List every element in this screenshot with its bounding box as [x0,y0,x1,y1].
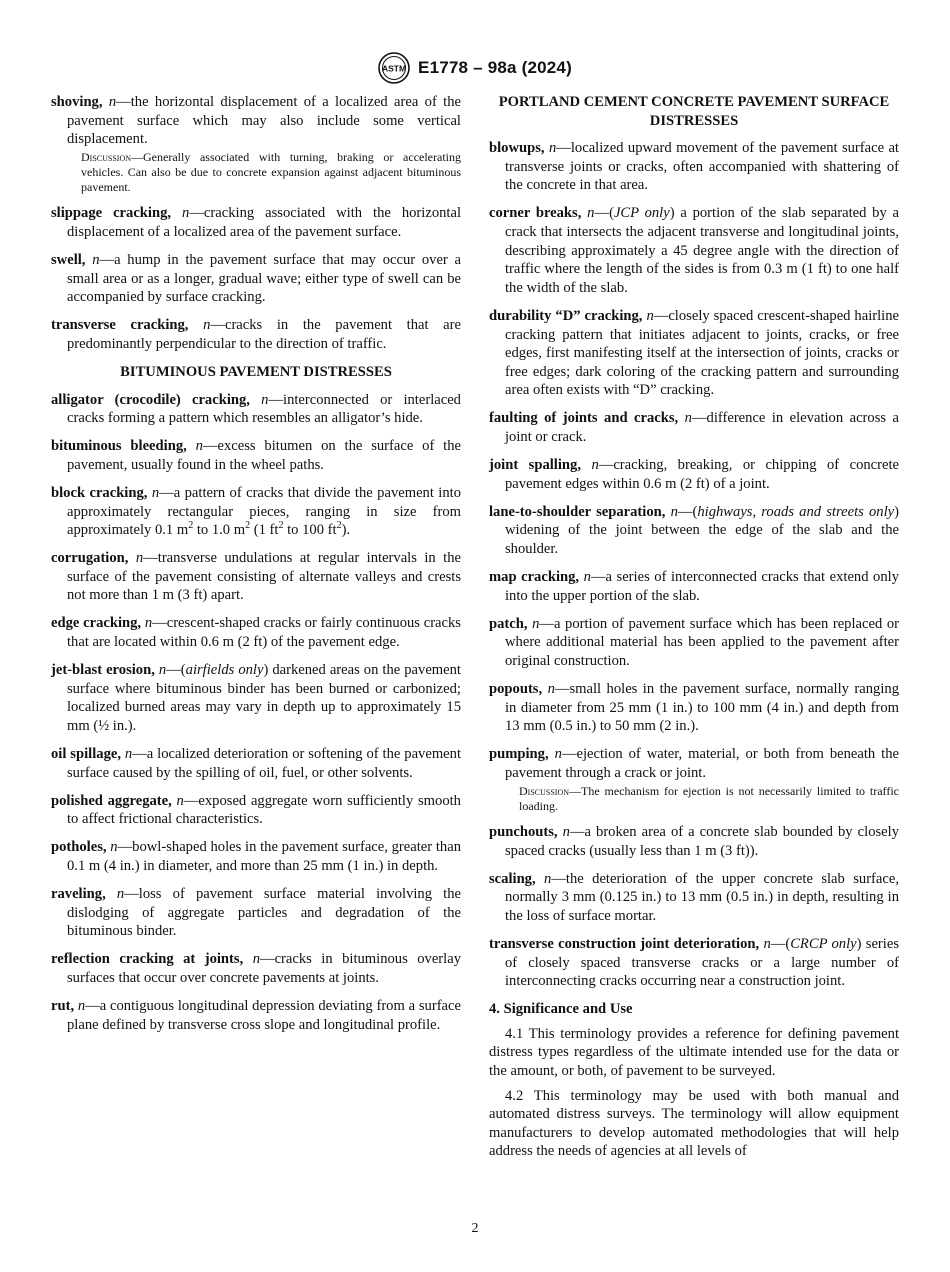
page-header [0,52,950,89]
qualifier: CRCP only [790,935,857,952]
part-of-speech: n [135,550,144,567]
part-of-speech: n [195,438,203,455]
part-of-speech: n [548,140,557,157]
term-entry-jet-blast-erosion [51,661,461,735]
term: bituminous bleeding, [51,438,187,455]
definition: ) widening of the joint between the edge of the slab and the shoulder. [505,503,899,557]
term-entry-map-cracking [489,568,899,605]
term: shoving, [51,94,103,110]
definition: ) series of closely spaced transverse cracks or a large number of interconnecting cracks occurring near a construction joint. [505,935,899,990]
part-of-speech: n [763,935,771,952]
part-of-speech: n [116,886,125,903]
definition: —small holes in the pavement surface, normally ranging in diameter from 25 mm (1 in.) to 100 mm (4 in.) and depth from 13 mm (0.5 in.) to 50 mm (2 in.). [505,681,899,735]
term: patch, [489,615,528,632]
term: potholes, [51,839,107,856]
paragraph-4-2: 4.2 This terminology may be used with both manual and automated distress surveys. The terminology will allow equipment manufacturers to develop automated methodologies that will help address the needs of agencies at all levels of [489,1087,899,1160]
part-of-speech: n [583,569,591,586]
part-of-speech: n [591,457,599,474]
definition: —localized upward movement of the pavement surface at transverse joints or cracks, often accompanied with shattering of the concrete in that area. [505,140,899,194]
definition: —a series of interconnected cracks that extend only into the upper portion of the slab. [505,569,900,604]
definition: —the deterioration of the upper concrete slab surface, normally 3 mm (0.125 in.) to 13 mm (0.5 in.) in depth, resulting in the loss of surface mortar. [505,870,899,924]
qualifier: airfields only [185,662,264,679]
definition: —interconnected or interlaced cracks forming a pattern which resembles an alligator’s hide. [67,391,461,427]
part-of-speech: n [77,998,86,1015]
term-entry-patch [489,615,899,671]
part-of-speech: n [547,681,555,698]
part-of-speech: n [182,205,190,222]
definition: —closely spaced crescent-shaped hairline cracking pattern that initiates adjacent to joints, cracks, or free edges, first manifesting itself at the intersection of joints, cracks or free edges; dark coloring of the cracking pattern and surrounding area often exists with “D” cracking. [505,307,900,399]
term: oil spillage, [51,746,121,763]
term-entry-oil-spillage [51,745,461,782]
term: durability “D” cracking, [489,307,643,324]
discussion-label: Discussion [519,783,570,798]
term: punchouts, [489,824,558,840]
term-entry-corner-breaks [489,204,899,297]
definition: —a pattern of cracks that divide the pavement into approximately rectangular pieces, ranging in size from approximately 0.1 m [67,484,462,539]
term-entry-blowups [489,139,899,195]
term-entry-durability-d-cracking [489,307,899,400]
term-entry-popouts [489,680,899,736]
discussion-note [51,150,461,195]
term: faulting of joints and cracks, [489,410,679,427]
term-entry-bituminous-bleeding [51,437,461,474]
superscript: 2 [278,520,284,532]
left-column [51,93,461,1044]
definition: ) darkened areas on the pavement surface where bituminous binder has been burned or carbonized; localized burned areas may vary in depth up to approximately 15 mm (½ in.). [67,662,461,734]
term-entry-rut [51,997,461,1034]
document-designation: E1778 – 98a (2024) [418,58,572,77]
term: transverse cracking, [51,317,189,334]
term-entry-shoving [51,93,461,195]
part-of-speech: n [110,839,118,856]
term: joint spalling, [489,457,581,474]
term: popouts, [489,681,543,698]
part-of-speech: n [587,205,595,222]
definition: —cracks in bituminous overlay surfaces that occur over concrete pavements at joints. [67,951,461,986]
definition: —cracking, breaking, or chipping of concrete pavement edges within 0.6 m (2 ft) of a joint. [505,457,900,492]
term-entry-corrugation [51,549,461,605]
superscript: 2 [336,520,342,532]
definition: —the horizontal displacement of a localized area of the pavement surface which may also include some vertical displacement. [67,94,461,148]
part-of-speech: n [203,317,211,334]
definition: —a contiguous longitudinal depression deviating from a surface plane defined by transverse cross slope and longitudinal profile. [67,998,461,1033]
part-of-speech: n [646,307,654,324]
term-entry-transverse-construction-joint [489,935,899,991]
term-entry-scaling [489,870,899,926]
part-of-speech: n [532,615,540,632]
part-of-speech: n [158,662,167,679]
part-of-speech: n [92,251,100,268]
section-heading-significance: 4. Significance and Use [489,1001,633,1018]
definition: —a portion of pavement surface which has been replaced or where additional material has been applied to the pavement after original construction. [505,615,899,669]
paragraph-4-1: 4.1 This terminology provides a reference for defining pavement distress types regardless of the ultimate intended use for the data or the amount, or both, of pavement to be surveyed. [489,1025,899,1080]
term-entry-pumping [489,745,899,813]
definition-dash: —( [770,935,791,952]
term: corner breaks, [489,205,582,222]
term-entry-swell [51,251,461,307]
part-of-speech: n [544,870,552,887]
definition: —loss of pavement surface material involving the dislodging of aggregate particles and degradation of the bituminous binder. [67,886,461,940]
term: slippage cracking, [51,205,172,222]
term: blowups, [489,140,545,157]
part-of-speech: n [108,94,117,110]
definition: (1 ft [250,522,279,539]
term: alligator (crocodile) cracking, [51,391,250,408]
definition: —cracking associated with the horizontal displacement of a localized area of the pavement surface. [67,205,461,240]
qualifier: highways, roads and streets only [697,503,895,520]
definition: ). [341,522,351,539]
definition: —ejection of water, material, or both from beneath the pavement through a crack or joint. [505,746,899,781]
term: corrugation, [51,550,129,567]
definition: —excess bitumen on the surface of the pavement, usually found in the wheel paths. [67,438,461,473]
definition: —a hump in the pavement surface that may occur over a small area or as a longer, gradual wave; either type of swell can be accompanied by surface cracking. [67,251,461,306]
term-entry-alligator-cracking [51,391,461,428]
part-of-speech: n [144,615,153,632]
term-entry-punchouts [489,823,899,860]
term: jet-blast erosion, [51,662,155,679]
term: block cracking, [51,484,148,501]
part-of-speech: n [670,503,678,520]
section-heading-pcc: PORTLAND CEMENT CONCRETE PAVEMENT SURFACE DISTRESSES [498,94,890,129]
term-entry-raveling [51,885,461,941]
part-of-speech: n [151,484,160,501]
term-entry-transverse-cracking [51,316,461,353]
definition-dash: —( [677,503,698,520]
part-of-speech: n [252,951,260,968]
definition: —transverse undulations at regular intervals in the surface of the pavement consisting of alternate valleys and crests not more than 1 m (3 ft) apart. [67,550,461,604]
term: map cracking, [489,569,580,586]
term: swell, [51,251,86,268]
astm-logo-icon [378,52,410,84]
term: polished aggregate, [51,792,172,809]
discussion-label: Discussion [81,149,132,164]
discussion-text: —The mechanism for ejection is not necessarily limited to traffic loading. [519,783,899,813]
term: raveling, [51,886,106,903]
term-entry-polished-aggregate [51,792,461,829]
qualifier: JCP only [613,205,670,222]
term-entry-joint-spalling [489,456,899,493]
definition-dash: —( [166,662,186,679]
definition: to 100 ft [283,522,337,539]
definition: ) a portion of the slab separated by a crack that intersects the adjacent transverse and longitudinal joints, describing approximately a 45 degree angle with the direction of traffic where the length of the sides is from 0.3 m (1 ft) to one half the width of the slab. [505,205,900,296]
term: rut, [51,998,75,1015]
part-of-speech: n [562,824,570,840]
page-number: 2 [471,1221,479,1236]
term-entry-lane-to-shoulder [489,503,899,559]
definition: —cracks in the pavement that are predominantly perpendicular to the direction of traffic. [67,317,461,352]
logo-text: ASTM [382,63,407,74]
term-entry-faulting [489,409,899,446]
term: scaling, [489,870,536,887]
part-of-speech: n [684,410,692,427]
part-of-speech: n [176,792,184,809]
definition: —exposed aggregate worn sufficiently smooth to affect frictional characteristics. [67,792,461,828]
term-entry-edge-cracking [51,614,461,651]
discussion-note [489,784,899,814]
term-entry-block-cracking [51,484,461,540]
term: reflection cracking at joints, [51,951,244,968]
superscript: 2 [188,520,194,532]
definition-dash: —( [594,205,614,222]
right-column [489,93,899,1167]
term: edge cracking, [51,615,142,632]
definition: —crescent-shaped cracks or fairly continuous cracks that are located within 0.6 m (2 ft) of the pavement edge. [67,615,461,651]
definition: to 1.0 m [193,522,246,539]
definition: —difference in elevation across a joint or crack. [505,410,899,445]
superscript: 2 [245,520,251,532]
part-of-speech: n [261,391,269,408]
term: pumping, [489,746,549,763]
term-entry-reflection-cracking [51,950,461,987]
part-of-speech: n [124,746,133,763]
definition: —a broken area of a concrete slab bounded by closely spaced cracks (usually less than 1 m (3 ft)). [505,824,899,859]
term: transverse construction joint deterioration, [489,935,760,952]
part-of-speech: n [554,746,562,763]
definition: —bowl-shaped holes in the pavement surface, greater than 0.1 m (4 in.) in diameter, and more than 25 mm (1 in.) in depth. [67,839,461,874]
discussion-text: —Generally associated with turning, braking or accelerating vehicles. Can also be due to concrete expansion against adjacent bituminous pavement. [81,149,461,194]
term: lane-to-shoulder separation, [489,503,666,520]
term-entry-slippage-cracking [51,204,461,241]
section-heading-bituminous: BITUMINOUS PAVEMENT DISTRESSES [120,363,392,380]
definition: —a localized deterioration or softening of the pavement surface caused by the spilling of oil, fuel, or other solvents. [67,746,461,781]
term-entry-potholes [51,838,461,875]
